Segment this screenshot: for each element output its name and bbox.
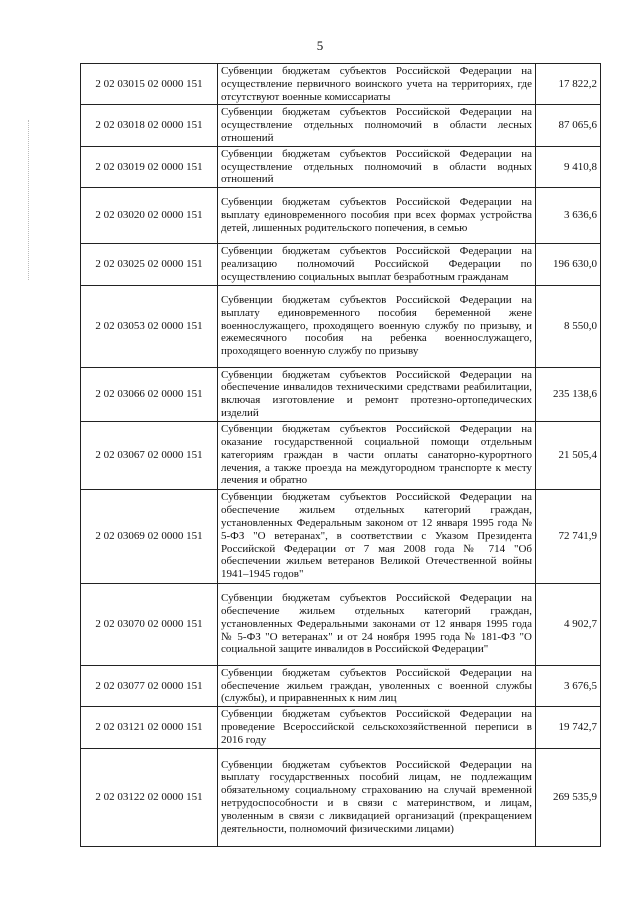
description-cell: Субвенции бюджетам субъектов Российской Федерации на выплату единовременного пособия беременной жене военнослужащего, проходящего военную службу по призыву, и ежемесячного пособия на ребенка военнослужащего, проходящего военную службу по призыву (218, 285, 536, 367)
table-row (81, 489, 601, 583)
description-cell: Субвенции бюджетам субъектов Российской Федерации на обеспечение инвалидов техническими средствами реабилитации, включая изготовление и ремонт протезно-ортопедических изделий (218, 367, 536, 421)
budget-code-cell: 2 02 03019 02 0000 151 (81, 146, 218, 187)
budget-code-cell: 2 02 03069 02 0000 151 (81, 489, 218, 583)
description-cell: Субвенции бюджетам субъектов Российской Федерации на выплату единовременного пособия при всех формах устройства детей, лишенных родительского попечения, в семью (218, 188, 536, 244)
amount-cell: 3 676,5 (536, 665, 601, 706)
amount-cell: 19 742,7 (536, 707, 601, 748)
amount-cell: 17 822,2 (536, 64, 601, 105)
budget-code-cell: 2 02 03077 02 0000 151 (81, 665, 218, 706)
description-cell: Субвенции бюджетам субъектов Российской Федерации на оказание государственной социальной помощи отдельным категориям граждан в части оплаты санаторно-курортного лечения, а также проезда на междугородном транспорте к месту лечения и обратно (218, 421, 536, 489)
table-row (81, 105, 601, 146)
scan-margin-mark (28, 120, 30, 280)
description-cell: Субвенции бюджетам субъектов Российской Федерации на обеспечение жильем отдельных категорий граждан, установленных Федеральным законом от 12 января 1995 года № 5-ФЗ "О ветеранах", в соответствии с Указом Президента Российской Федерации от 7 мая 2008 года № 714 "Об обеспечении жильем ветеранов Великой Отечественной войны 1941–1945 годов" (218, 489, 536, 583)
description-cell: Субвенции бюджетам субъектов Российской Федерации на обеспечение жильем отдельных категорий граждан, установленных Федеральными законами от 12 января 1995 года № 5-ФЗ "О ветеранах" и от 24 ноября 1995 года № 181-ФЗ "О социальной защите инвалидов в Российской Федерации" (218, 583, 536, 665)
amount-cell: 72 741,9 (536, 489, 601, 583)
amount-cell: 87 065,6 (536, 105, 601, 146)
table-body (81, 64, 601, 847)
budget-code-cell: 2 02 03015 02 0000 151 (81, 64, 218, 105)
description-cell: Субвенции бюджетам субъектов Российской Федерации на осуществление отдельных полномочий в области лесных отношений (218, 105, 536, 146)
budget-code-cell: 2 02 03070 02 0000 151 (81, 583, 218, 665)
amount-cell: 9 410,8 (536, 146, 601, 187)
description-cell: Субвенции бюджетам субъектов Российской Федерации на реализацию полномочий Российской Федерации по осуществлению социальных выплат безработным гражданам (218, 244, 536, 285)
description-cell: Субвенции бюджетам субъектов Российской Федерации на обеспечение жильем граждан, уволенных с военной службы (службы), и приравненных к ним лиц (218, 665, 536, 706)
table-row (81, 707, 601, 748)
description-cell: Субвенции бюджетам субъектов Российской Федерации на осуществление первичного воинского учета на территориях, где отсутствуют военные комиссариаты (218, 64, 536, 105)
budget-code-cell: 2 02 03066 02 0000 151 (81, 367, 218, 421)
table-row (81, 64, 601, 105)
amount-cell: 21 505,4 (536, 421, 601, 489)
table-row (81, 748, 601, 846)
budget-revenue-table (80, 63, 601, 847)
table-row (81, 421, 601, 489)
amount-cell: 4 902,7 (536, 583, 601, 665)
table-row (81, 285, 601, 367)
table-row (81, 244, 601, 285)
table-row (81, 146, 601, 187)
amount-cell: 8 550,0 (536, 285, 601, 367)
description-cell: Субвенции бюджетам субъектов Российской Федерации на проведение Всероссийской сельскохозяйственной переписи в 2016 году (218, 707, 536, 748)
budget-code-cell: 2 02 03067 02 0000 151 (81, 421, 218, 489)
page-number: 5 (316, 38, 324, 53)
description-cell: Субвенции бюджетам субъектов Российской Федерации на выплату государственных пособий лицам, не подлежащим обязательному социальному страхованию на случай временной нетрудоспособности и в связи с материнством, и лицам, уволенным в связи с ликвидацией организаций (прекращением деятельности, полномочий физическими лицами) (218, 748, 536, 846)
table-row (81, 583, 601, 665)
amount-cell: 3 636,6 (536, 188, 601, 244)
amount-cell: 269 535,9 (536, 748, 601, 846)
description-cell: Субвенции бюджетам субъектов Российской Федерации на осуществление отдельных полномочий в области водных отношений (218, 146, 536, 187)
budget-code-cell: 2 02 03025 02 0000 151 (81, 244, 218, 285)
table-row (81, 188, 601, 244)
amount-cell: 196 630,0 (536, 244, 601, 285)
table-row (81, 665, 601, 706)
table-row (81, 367, 601, 421)
budget-code-cell: 2 02 03018 02 0000 151 (81, 105, 218, 146)
budget-code-cell: 2 02 03020 02 0000 151 (81, 188, 218, 244)
budget-code-cell: 2 02 03121 02 0000 151 (81, 707, 218, 748)
budget-code-cell: 2 02 03053 02 0000 151 (81, 285, 218, 367)
budget-code-cell: 2 02 03122 02 0000 151 (81, 748, 218, 846)
amount-cell: 235 138,6 (536, 367, 601, 421)
